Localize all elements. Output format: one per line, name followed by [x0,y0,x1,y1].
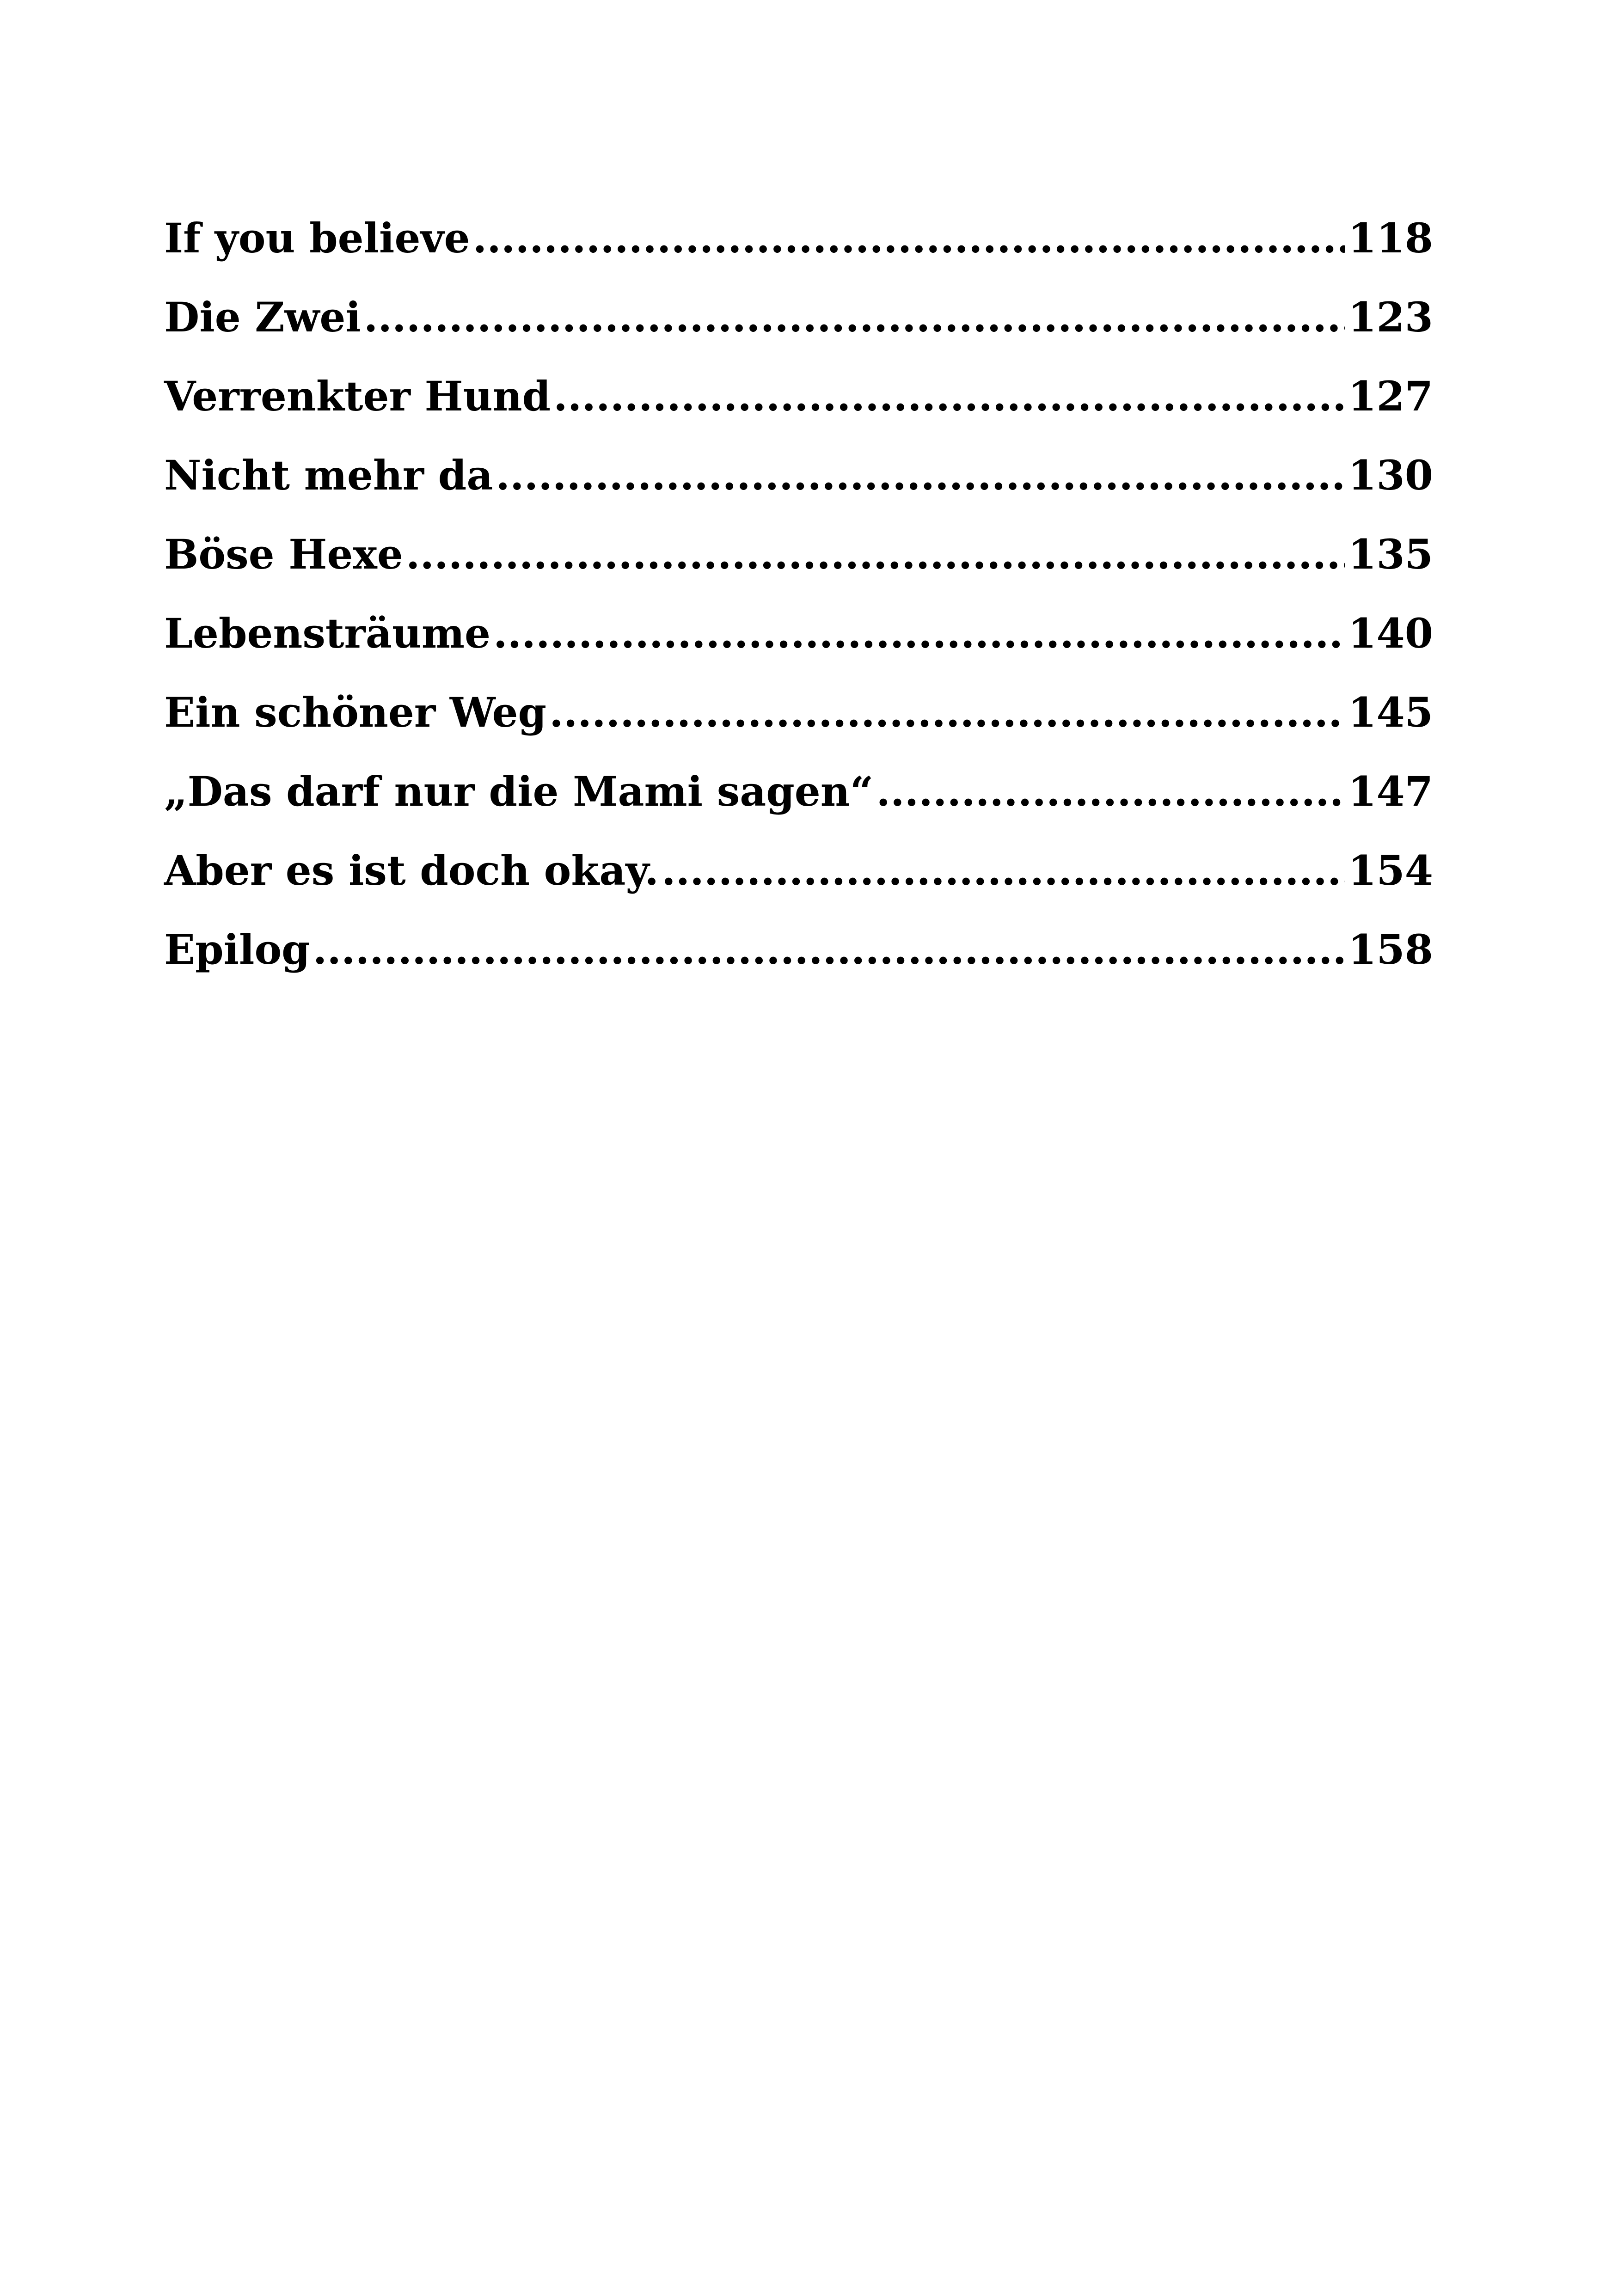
toc-entry [164,673,1433,752]
toc-entry [164,357,1433,436]
toc-dot-leader [549,673,1345,752]
toc-entry [164,831,1433,910]
toc-dot-leader [553,357,1345,436]
toc-entry [164,752,1433,831]
toc-dot-leader [496,436,1345,515]
toc-entry-title: If you believe [164,214,470,262]
toc-entry-title: Verrenkter Hund [164,372,551,420]
toc-entry-page: 130 [1348,451,1433,499]
toc-dot-leader [406,515,1345,594]
toc-entry-title: „Das darf nur die Mami sagen“ [164,767,874,815]
toc-entry-title: Epilog [164,925,310,974]
toc-dot-leader [473,199,1346,278]
toc-dot-leader [313,910,1346,989]
toc-dot-leader [876,752,1345,831]
toc-entry [164,594,1433,673]
toc-entry-page: 140 [1348,609,1433,657]
toc-dot-leader [493,594,1345,673]
toc-entry [164,910,1433,989]
toc-entry-page: 118 [1348,214,1433,262]
toc-entry-title: Nicht mehr da [164,451,493,499]
toc-entry-page: 135 [1348,530,1433,578]
toc-entry-page: 145 [1348,688,1433,736]
toc-entry [164,278,1433,357]
toc-entry [164,199,1433,278]
toc-entry-page: 147 [1348,767,1433,815]
toc-entry-page: 123 [1348,293,1433,341]
toc-dot-leader [662,831,1345,910]
toc-entry-title: Die Zwei [164,293,361,341]
toc-entry-page: 158 [1348,925,1433,974]
toc-entry [164,515,1433,594]
toc-dot-leader [364,278,1346,357]
toc-entry [164,436,1433,515]
toc-entry-title: Aber es ist doch okay. [164,846,659,894]
toc-entry-page: 154 [1348,846,1433,894]
table-of-contents [164,199,1433,989]
toc-entry-title: Böse Hexe [164,530,403,578]
toc-entry-title: Lebensträume [164,609,491,657]
toc-entry-title: Ein schöner Weg [164,688,547,736]
toc-entry-page: 127 [1348,372,1433,420]
